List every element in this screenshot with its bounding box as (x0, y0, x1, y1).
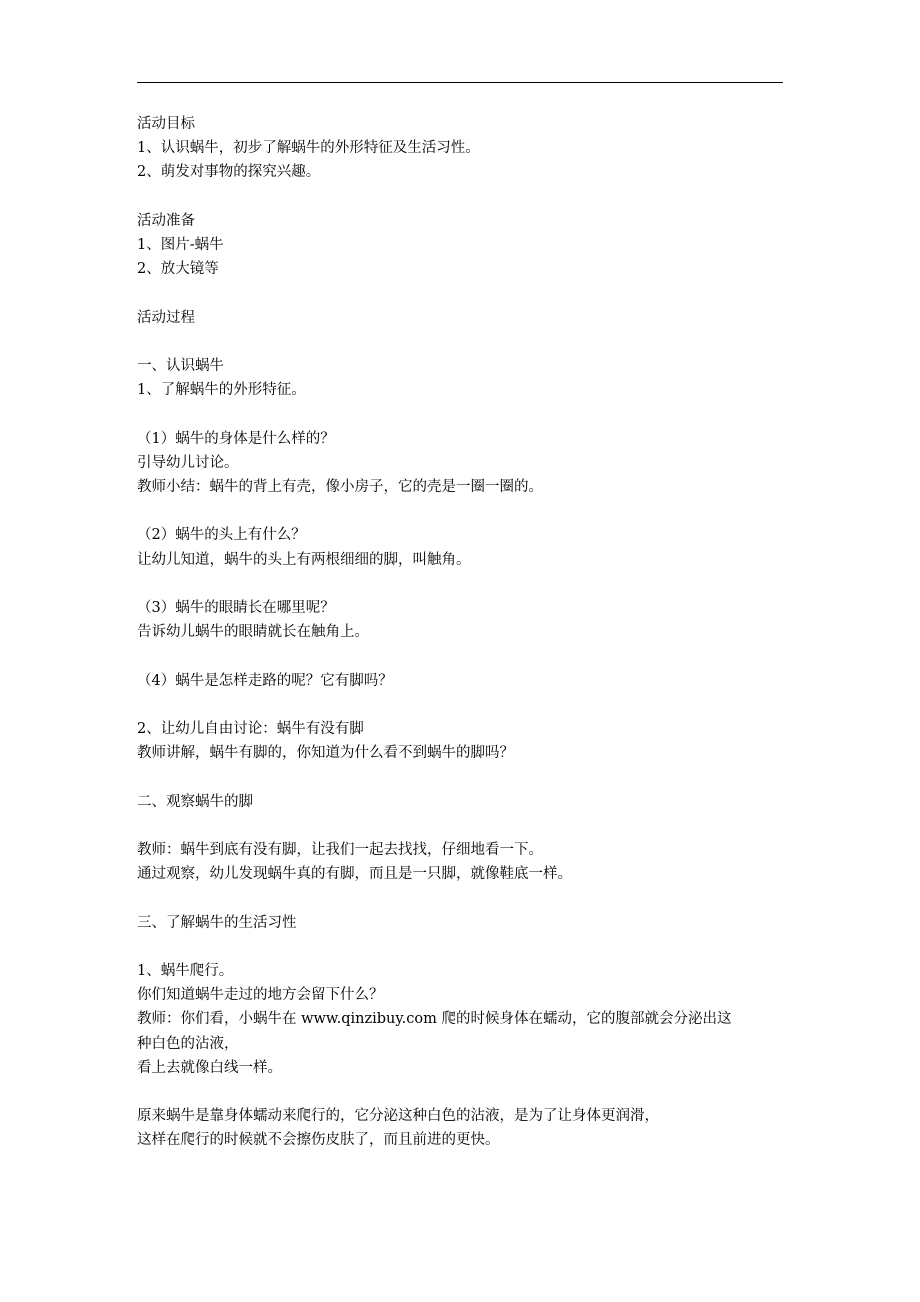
spacer (137, 572, 787, 596)
section-heading-process: 活动过程 (137, 309, 195, 326)
spacer (137, 1080, 787, 1104)
paragraph: 教师：你们看，小蜗牛在 www.qinzibuy.com 爬的时候身体在蠕动，它的腹部就会分泌出这 (137, 1011, 732, 1028)
spacer (137, 814, 787, 838)
sub-heading: 2、让幼儿自由讨论：蜗牛有没有脚 (137, 720, 364, 737)
spacer (137, 765, 787, 789)
goal-item: 1、认识蜗牛，初步了解蜗牛的外形特征及生活习性。 (137, 140, 480, 157)
sub-heading: 1、了解蜗牛的外形特征。 (137, 382, 306, 399)
paragraph: 教师讲解，蜗牛有脚的，你知道为什么看不到蜗牛的脚吗？ (137, 745, 514, 762)
part-heading: 一、认识蜗牛 (137, 357, 224, 374)
spacer (137, 330, 787, 354)
question: 你们知道蜗牛走过的地方会留下什么？ (137, 987, 384, 1004)
goal-item: 2、萌发对事物的探究兴趣。 (137, 164, 321, 181)
spacer (137, 693, 787, 717)
part-heading: 二、观察蜗牛的脚 (137, 793, 253, 810)
spacer (137, 886, 787, 910)
paragraph: 通过观察，幼儿发现蜗牛真的有脚，而且是一只脚，就像鞋底一样。 (137, 866, 572, 883)
paragraph: 种白色的沾液， (137, 1035, 239, 1052)
spacer (137, 499, 787, 523)
spacer (137, 402, 787, 426)
spacer (137, 935, 787, 959)
paragraph: 引导幼儿讨论。 (137, 454, 239, 471)
question: （4）蜗牛是怎样走路的呢？它有脚吗？ (137, 672, 393, 689)
paragraph: 看上去就像白线一样。 (137, 1059, 282, 1076)
spacer (137, 644, 787, 668)
paragraph: 这样在爬行的时候就不会擦伤皮肤了，而且前进的更快。 (137, 1132, 500, 1149)
spacer (137, 281, 787, 305)
section-heading-goals: 活动目标 (137, 116, 195, 132)
paragraph: 教师：蜗牛到底有没有脚，让我们一起去找找，仔细地看一下。 (137, 841, 543, 858)
paragraph: 让幼儿知道，蜗牛的头上有两根细细的脚，叫触角。 (137, 551, 471, 568)
preparation-item: 2、放大镜等 (137, 261, 219, 278)
spacer (137, 185, 787, 209)
question: （1）蜗牛的身体是什么样的？ (137, 430, 335, 447)
preparation-item: 1、图片-蜗牛 (137, 237, 224, 253)
header-rule (137, 82, 783, 83)
question: （2）蜗牛的头上有什么？ (137, 527, 306, 544)
section-heading-preparation: 活动准备 (137, 212, 195, 229)
question: （3）蜗牛的眼睛长在哪里呢？ (137, 599, 335, 616)
paragraph: 教师小结：蜗牛的背上有壳，像小房子，它的壳是一圈一圈的。 (137, 478, 543, 495)
paragraph: 告诉幼儿蜗牛的眼睛就长在触角上。 (137, 624, 369, 641)
paragraph: 原来蜗牛是靠身体蠕动来爬行的，它分泌这种白色的沾液，是为了让身体更润滑， (137, 1108, 659, 1125)
sub-heading: 1、蜗牛爬行。 (137, 962, 234, 979)
document-body (137, 112, 787, 1153)
part-heading: 三、了解蜗牛的生活习性 (137, 914, 297, 931)
